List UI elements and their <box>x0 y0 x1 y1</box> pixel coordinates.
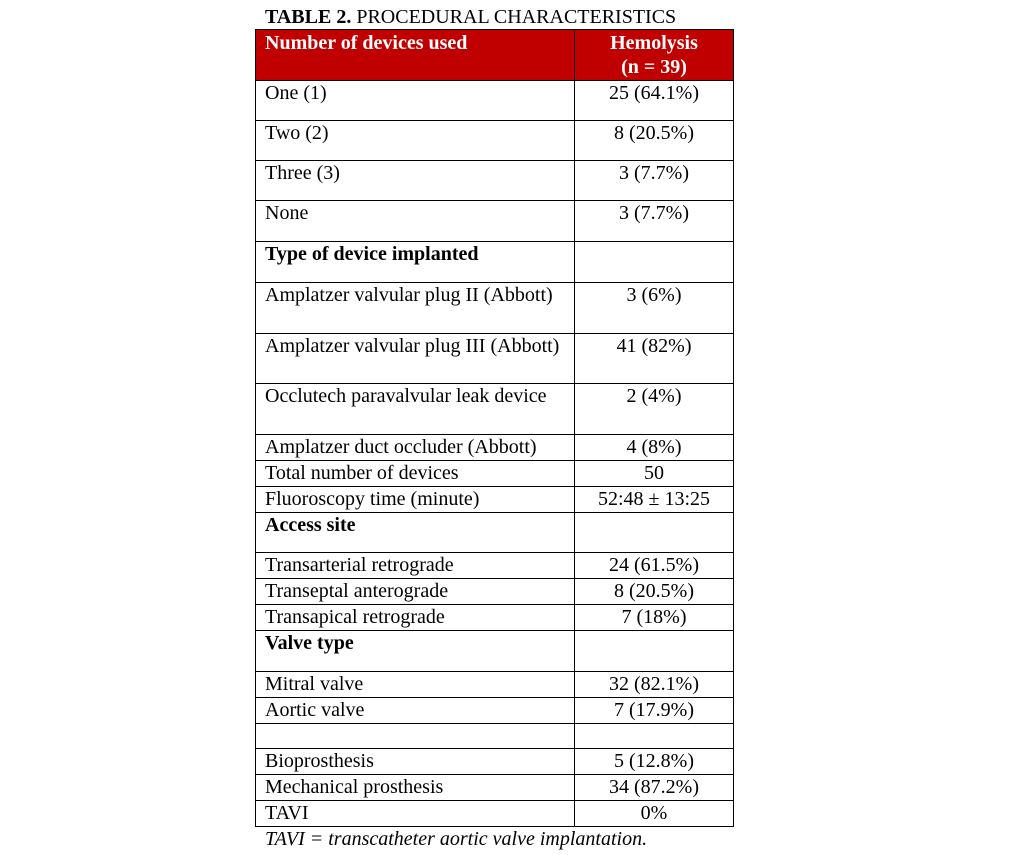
header-cell-hemolysis <box>575 30 734 81</box>
row-label <box>256 724 575 749</box>
section-heading: Access site <box>256 513 575 553</box>
row-value: 0% <box>575 801 734 827</box>
row-label: Occlutech paravalvular leak device <box>256 384 575 435</box>
row-value <box>575 724 734 749</box>
table-row <box>256 579 734 605</box>
row-value: 34 (87.2%) <box>575 775 734 801</box>
row-value: 3 (6%) <box>575 283 734 334</box>
row-label: Two (2) <box>256 121 575 161</box>
section-heading: Type of device implanted <box>256 242 575 283</box>
row-value: 5 (12.8%) <box>575 749 734 775</box>
row-label: TAVI <box>256 801 575 827</box>
row-value: 50 <box>575 461 734 487</box>
row-label: Transeptal anterograde <box>256 579 575 605</box>
row-label: Bioprosthesis <box>256 749 575 775</box>
row-value: 3 (7.7%) <box>575 161 734 201</box>
table-header-row <box>256 30 734 81</box>
row-value <box>575 631 734 672</box>
table-caption <box>265 5 733 29</box>
section-row-type-of-device <box>256 242 734 283</box>
table-row <box>256 201 734 242</box>
row-label: Transarterial retrograde <box>256 553 575 579</box>
row-label: Three (3) <box>256 161 575 201</box>
row-value: 8 (20.5%) <box>575 579 734 605</box>
table-row <box>256 334 734 384</box>
row-value: 52:48 ± 13:25 <box>575 487 734 513</box>
row-value: 24 (61.5%) <box>575 553 734 579</box>
table-row <box>256 461 734 487</box>
row-label: Amplatzer valvular plug II (Abbott) <box>256 283 575 334</box>
row-label: One (1) <box>256 81 575 121</box>
row-value: 7 (18%) <box>575 605 734 631</box>
section-heading: Valve type <box>256 631 575 672</box>
table-footnote: TAVI = transcatheter aortic valve implantation. <box>265 828 648 850</box>
table-row <box>256 435 734 461</box>
table-row <box>256 121 734 161</box>
table-row <box>256 487 734 513</box>
row-value: 41 (82%) <box>575 334 734 384</box>
table-row <box>256 775 734 801</box>
table-row <box>256 801 734 827</box>
row-value: 4 (8%) <box>575 435 734 461</box>
table-row-empty <box>256 724 734 749</box>
section-row-valve-type <box>256 631 734 672</box>
table-row <box>256 672 734 698</box>
row-value <box>575 513 734 553</box>
row-value: 2 (4%) <box>575 384 734 435</box>
table-row <box>256 161 734 201</box>
table-caption-title: PROCEDURAL CHARACTERISTICS <box>356 6 677 28</box>
table-caption-label: TABLE 2. <box>265 6 352 28</box>
row-value: 3 (7.7%) <box>575 201 734 242</box>
row-value: 32 (82.1%) <box>575 672 734 698</box>
table-row <box>256 553 734 579</box>
header-cell-number-of-devices: Number of devices used <box>256 30 575 81</box>
table-row <box>256 283 734 334</box>
row-value <box>575 242 734 283</box>
row-label: Total number of devices <box>256 461 575 487</box>
table-row <box>256 81 734 121</box>
row-label: Aortic valve <box>256 698 575 724</box>
row-label: None <box>256 201 575 242</box>
section-row-access-site <box>256 513 734 553</box>
row-value: 8 (20.5%) <box>575 121 734 161</box>
table-row <box>256 384 734 435</box>
row-label: Fluoroscopy time (minute) <box>256 487 575 513</box>
row-label: Amplatzer valvular plug III (Abbott) <box>256 334 575 384</box>
header-hemolysis-count: (n = 39) <box>621 56 687 78</box>
table-row <box>256 698 734 724</box>
procedural-characteristics-table-container <box>255 5 733 851</box>
row-value: 7 (17.9%) <box>575 698 734 724</box>
table-row <box>256 605 734 631</box>
row-label: Amplatzer duct occluder (Abbott) <box>256 435 575 461</box>
row-label: Mechanical prosthesis <box>256 775 575 801</box>
row-label: Mitral valve <box>256 672 575 698</box>
table-row <box>256 749 734 775</box>
row-value: 25 (64.1%) <box>575 81 734 121</box>
header-hemolysis-label: Hemolysis <box>610 32 698 54</box>
row-label: Transapical retrograde <box>256 605 575 631</box>
procedural-characteristics-table <box>255 29 734 827</box>
